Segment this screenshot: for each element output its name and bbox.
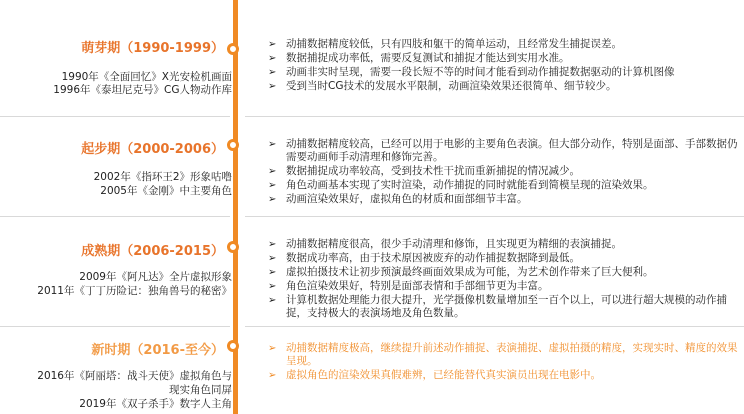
divider [0, 116, 230, 117]
stage-4-example-3: 2019年《双子杀手》数字人主角 [79, 398, 232, 410]
divider [0, 216, 230, 217]
stage-3-example-1: 2009年《阿凡达》全片虚拟形象 [79, 271, 232, 283]
stage-4-details [268, 342, 744, 383]
list-item: ➢ 动捕数据精度较低，只有四肢和躯干的简单运动，且经常发生捕捉误差。 [268, 38, 622, 50]
arrow-bullet-icon: ➢ [268, 370, 277, 381]
stage-3-details [268, 238, 744, 321]
list-item: ➢ 虚拟拍摄技术让初步预演最终画面效果成为可能，为艺术创作带来了巨大便利。 [268, 266, 654, 278]
arrow-bullet-icon: ➢ [268, 166, 277, 177]
timeline-node-1 [227, 43, 239, 55]
divider [245, 216, 744, 217]
list-item: ➢ 数据捕捉成功率低，需要反复测试和捕捉才能达到实用水准。 [268, 52, 570, 64]
stage-title-1: 萌芽期（1990-1999） [81, 41, 224, 56]
arrow-bullet-icon: ➢ [268, 343, 277, 354]
stage-3-example-2: 2011年《丁丁历险记：独角兽号的秘密》 [37, 285, 232, 297]
list-item: ➢ 动捕数据精度较高，已经可以用于电影的主要角色表演。但大部分动作，特别是面部、手部数据仍需要动画师手动清理和修饰完善。 [268, 138, 738, 163]
arrow-bullet-icon: ➢ [268, 53, 277, 64]
divider [0, 326, 230, 327]
stage-4-example-2: 现实角色同屏 [169, 384, 232, 396]
stage-2-example-1: 2002年《指环王2》形象咕噜 [93, 171, 232, 183]
stage-1-example-1: 1990年《全面回忆》X光安检机画面 [61, 71, 232, 83]
stage-1-details [268, 38, 744, 94]
timeline-node-2 [227, 139, 239, 151]
list-item: ➢ 动捕数据精度极高，继续提升前述动作捕捉、表演捕捉、虚拟拍摄的精度，实现实时、精度的效果呈现。 [268, 342, 738, 367]
list-item: ➢ 计算机数据处理能力很大提升，光学摄像机数量增加至一百个以上，可以进行超大规模的动作捕捉，支持极大的表演场地及角色数量。 [268, 294, 727, 319]
arrow-bullet-icon: ➢ [268, 81, 277, 92]
stage-2-details [268, 138, 744, 207]
list-item: ➢ 角色渲染效果好，特别是面部表情和手部细节更为丰富。 [268, 280, 549, 292]
arrow-bullet-icon: ➢ [268, 67, 277, 78]
timeline-node-3 [227, 241, 239, 253]
list-item: ➢ 动捕数据精度很高，很少手动清理和修饰，且实现更为精细的表演捕捉。 [268, 238, 622, 250]
arrow-bullet-icon: ➢ [268, 139, 277, 150]
stage-title-4: 新时期（2016-至今） [91, 343, 224, 358]
list-item: ➢ 动画渲染效果好，虚拟角色的材质和面部细节丰富。 [268, 193, 528, 205]
list-item: ➢ 动画非实时呈现，需要一段长短不等的时间才能看到动作捕捉数据驱动的计算机图像 [268, 66, 675, 78]
list-item: ➢ 角色动画基本实现了实时渲染，动作捕捉的同时就能看到简模呈现的渲染效果。 [268, 179, 654, 191]
list-item: ➢ 虚拟角色的渲染效果真假难辨，已经能替代真实演员出现在电影中。 [268, 369, 601, 381]
stage-title-3: 成熟期（2006-2015） [81, 244, 224, 259]
list-item: ➢ 数据成功率高，由于技术原因被废弃的动作捕捉数据降到最低。 [268, 252, 580, 264]
arrow-bullet-icon: ➢ [268, 239, 277, 250]
stage-4-example-1: 2016年《阿丽塔：战斗天使》虚拟角色与 [37, 370, 232, 382]
timeline-node-4 [227, 340, 239, 352]
divider [245, 326, 744, 327]
stage-title-2: 起步期（2000-2006） [81, 142, 224, 157]
arrow-bullet-icon: ➢ [268, 180, 277, 191]
arrow-bullet-icon: ➢ [268, 267, 277, 278]
arrow-bullet-icon: ➢ [268, 194, 277, 205]
list-item: ➢ 数据捕捉成功率较高，受到技术性干扰而重新捕捉的情况减少。 [268, 165, 580, 177]
divider [245, 116, 744, 117]
stage-2-example-2: 2005年《金刚》中主要角色 [100, 185, 232, 197]
arrow-bullet-icon: ➢ [268, 281, 277, 292]
arrow-bullet-icon: ➢ [268, 253, 277, 264]
arrow-bullet-icon: ➢ [268, 295, 277, 306]
list-item: ➢ 受到当时CG技术的发展水平限制，动画渲染效果还很简单、细节较少。 [268, 80, 617, 92]
arrow-bullet-icon: ➢ [268, 39, 277, 50]
stage-1-example-2: 1996年《泰坦尼克号》CG人物动作库 [53, 84, 232, 96]
